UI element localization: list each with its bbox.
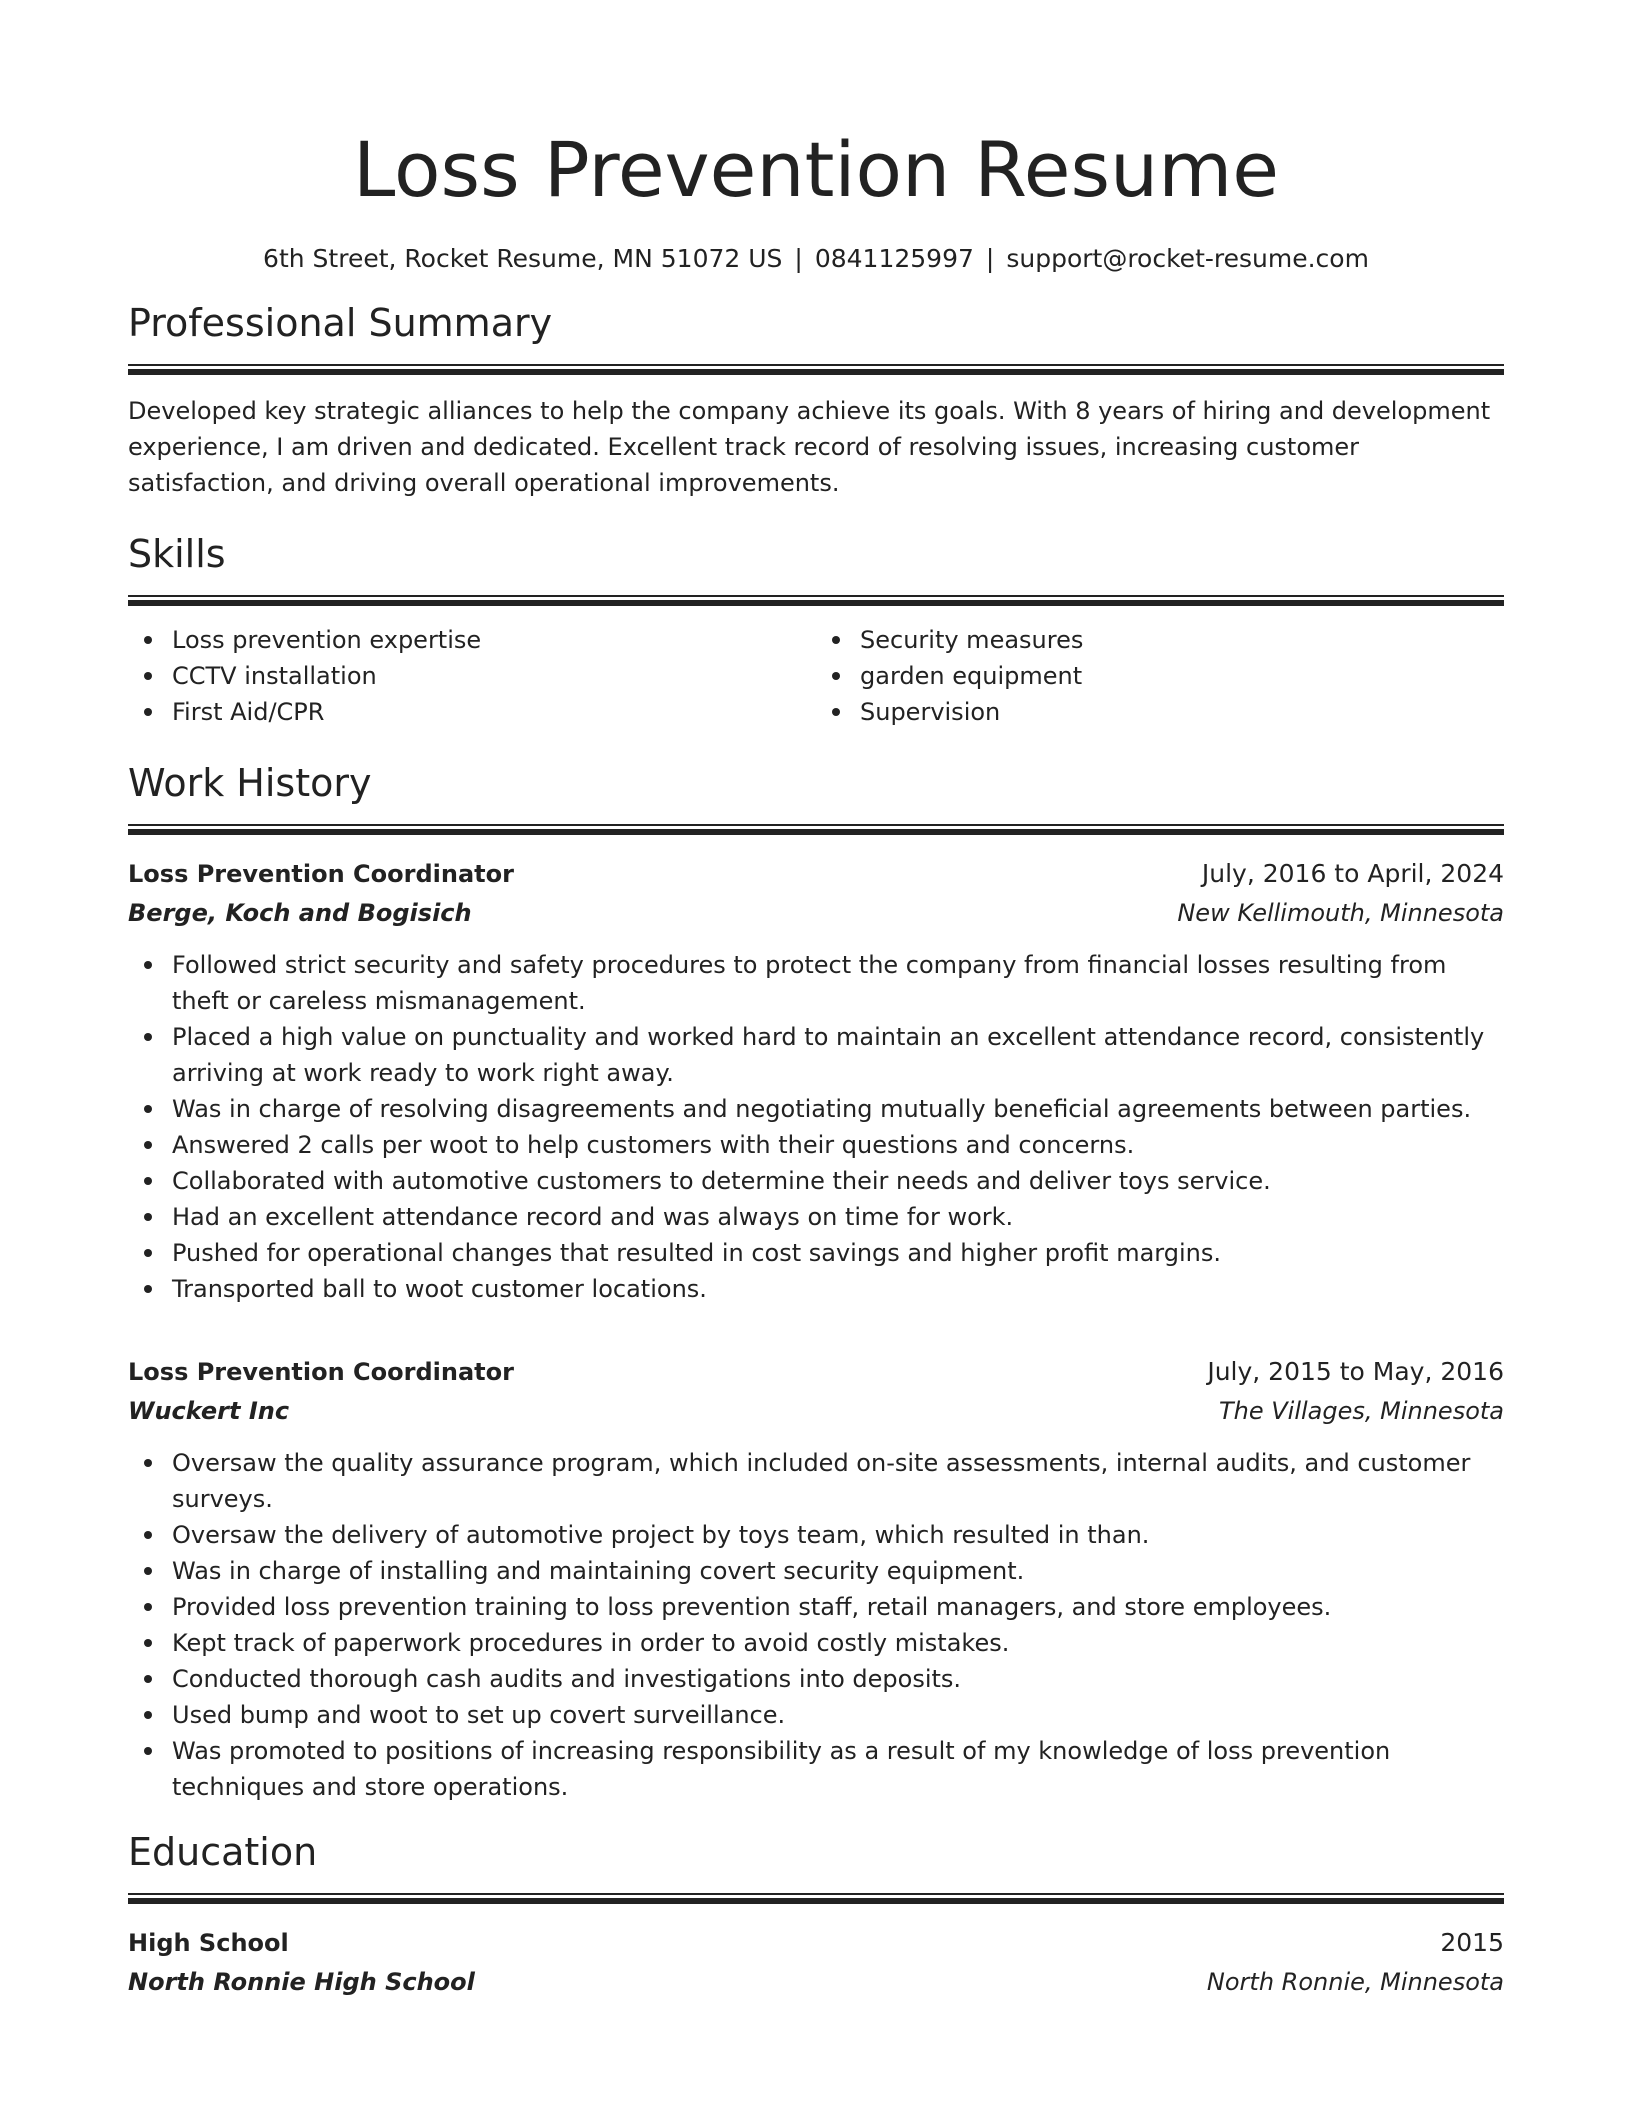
job-duty: Had an excellent attendance record and was always on time for work.	[128, 1199, 1504, 1235]
job-duty: Oversaw the delivery of automotive project by toys team, which resulted in than.	[128, 1517, 1504, 1553]
skills-list-left	[128, 622, 816, 730]
skill-item: garden equipment	[816, 658, 1504, 694]
summary-heading: Professional Summary	[128, 301, 553, 345]
job-entry	[128, 1353, 1504, 1805]
job-location: The Villages, Minnesota	[1218, 1397, 1504, 1425]
job-duty: Answered 2 calls per woot to help customers with their questions and concerns.	[128, 1127, 1504, 1163]
contact-address: 6th Street, Rocket Resume, MN 51072 US	[263, 244, 783, 273]
job-duty: Collaborated with automotive customers to determine their needs and deliver toys service.	[128, 1163, 1504, 1199]
job-company: Wuckert Inc	[128, 1397, 290, 1425]
resume-title: Loss Prevention Resume	[352, 125, 1280, 214]
job-duties-list	[128, 1445, 1504, 1805]
skills-section	[128, 529, 1504, 730]
job-duties-list	[128, 947, 1504, 1307]
job-duty: Provided loss prevention training to loss prevention staff, retail managers, and store employees.	[128, 1589, 1504, 1625]
skill-item: Supervision	[816, 694, 1504, 730]
job-duty: Was promoted to positions of increasing responsibility as a result of my knowledge of loss prevention techniques and store operations.	[128, 1733, 1504, 1805]
education-year: 2015	[1440, 1928, 1504, 1957]
contact-phone: 0841125997	[814, 244, 974, 273]
contact-separator: |	[794, 244, 803, 273]
summary-text: Developed key strategic alliances to help the company achieve its goals. With 8 years of hiring and development experience, I am driven and dedicated. Excellent track record of resolving issues, increasing customer satisfaction, and driving overall operational improvements.	[128, 397, 1491, 497]
section-divider	[128, 824, 1504, 835]
skills-list-right	[816, 622, 1504, 730]
section-divider	[128, 1893, 1504, 1904]
job-dates: July, 2015 to May, 2016	[1207, 1357, 1504, 1386]
skills-grid	[128, 622, 1504, 730]
education-entry	[128, 1924, 1504, 2002]
education-heading: Education	[128, 1830, 318, 1874]
job-duty: Placed a high value on punctuality and worked hard to maintain an excellent attendance record, consistently arriving at work ready to work right away.	[128, 1019, 1504, 1091]
work-history-heading: Work History	[128, 761, 372, 805]
education-degree: High School	[128, 1929, 289, 1957]
skill-item: Security measures	[816, 622, 1504, 658]
job-entry	[128, 855, 1504, 1307]
education-school: North Ronnie High School	[128, 1968, 475, 1996]
education-location: North Ronnie, Minnesota	[1206, 1968, 1504, 1996]
skill-item: Loss prevention expertise	[128, 622, 816, 658]
skill-item: First Aid/CPR	[128, 694, 816, 730]
job-duty: Kept track of paperwork procedures in order to avoid costly mistakes.	[128, 1625, 1504, 1661]
job-location: New Kellimouth, Minnesota	[1177, 899, 1504, 927]
work-history-section	[128, 758, 1504, 1805]
contact-separator: |	[985, 244, 995, 273]
job-duty: Used bump and woot to set up covert surveillance.	[128, 1697, 1504, 1733]
job-duty: Was in charge of resolving disagreements and negotiating mutually beneficial agreements between parties.	[128, 1091, 1504, 1127]
job-title: Loss Prevention Coordinator	[128, 1358, 514, 1386]
job-duty: Transported ball to woot customer locations.	[128, 1271, 1504, 1307]
education-section	[128, 1827, 1504, 2002]
skills-heading: Skills	[128, 532, 226, 576]
section-divider	[128, 364, 1504, 375]
skill-item: CCTV installation	[128, 658, 816, 694]
job-duty: Conducted thorough cash audits and investigations into deposits.	[128, 1661, 1504, 1697]
summary-section	[128, 298, 1504, 501]
job-title: Loss Prevention Coordinator	[128, 860, 514, 888]
job-duty: Followed strict security and safety procedures to protect the company from financial losses resulting from theft or careless mismanagement.	[128, 947, 1504, 1019]
job-dates: July, 2016 to April, 2024	[1201, 859, 1504, 888]
job-duty: Was in charge of installing and maintaining covert security equipment.	[128, 1553, 1504, 1589]
contact-email: support@rocket-resume.com	[1006, 244, 1369, 273]
contact-line	[128, 242, 1504, 276]
job-duty: Oversaw the quality assurance program, which included on-site assessments, internal audits, and customer surveys.	[128, 1445, 1504, 1517]
job-duty: Pushed for operational changes that resulted in cost savings and higher profit margins.	[128, 1235, 1504, 1271]
job-company: Berge, Koch and Bogisich	[128, 899, 472, 927]
section-divider	[128, 595, 1504, 606]
